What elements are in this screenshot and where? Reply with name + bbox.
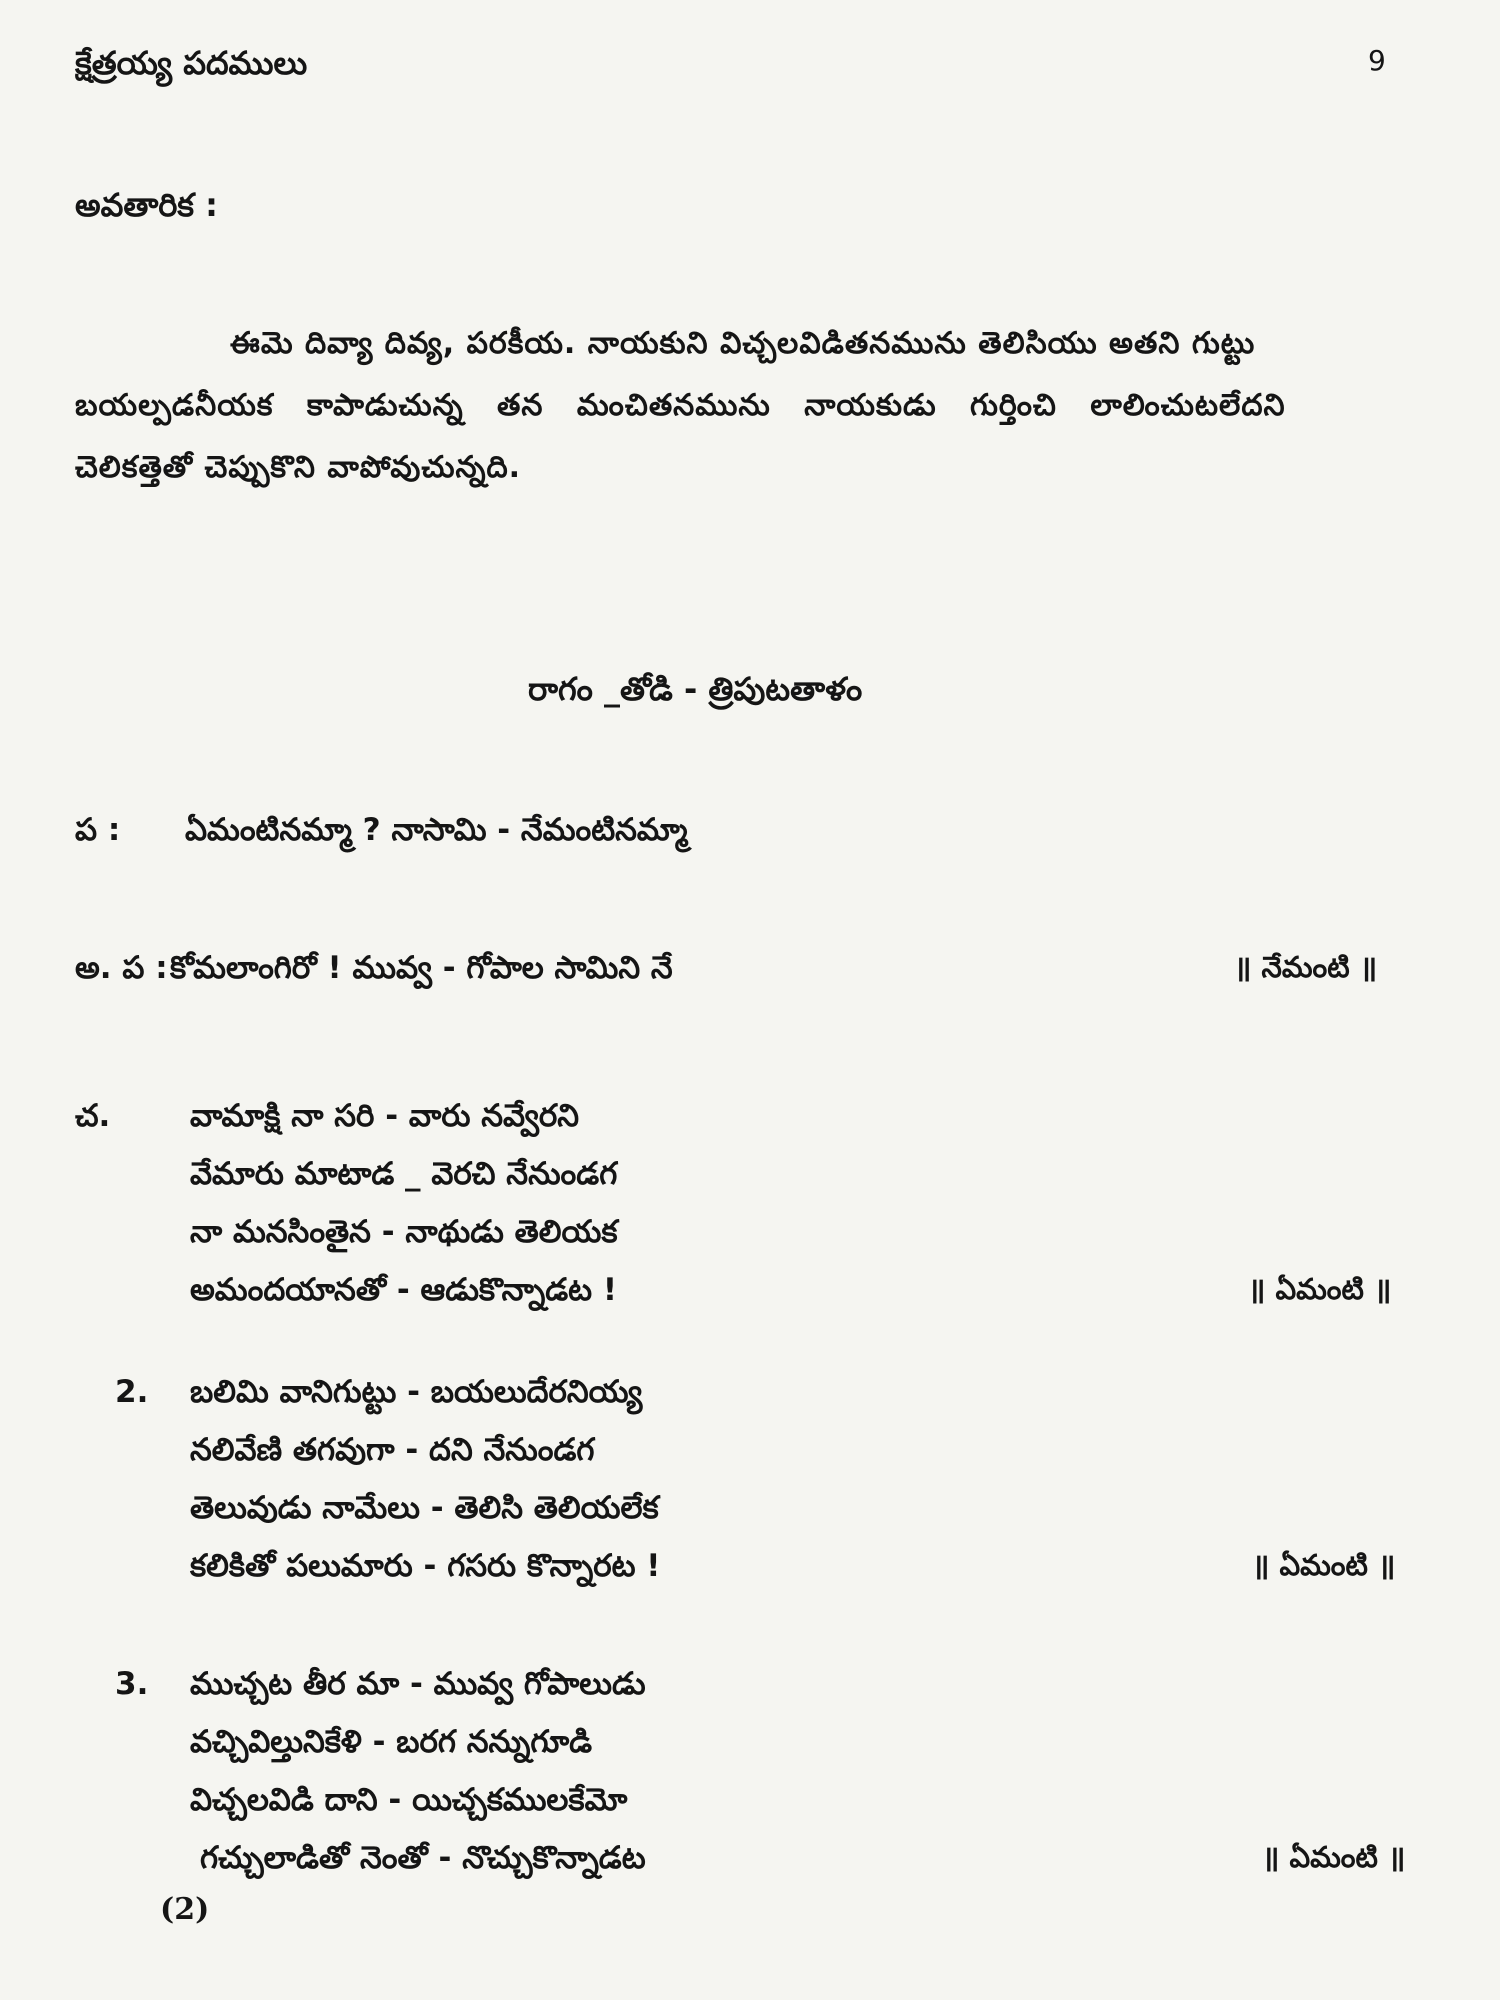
charanam-label: 3. — [115, 1666, 149, 1702]
pallavi-line: ఏమంటినమ్మా ? నాసామి - నేమంటినమ్మా — [185, 812, 688, 848]
pallavi-label: ప : — [75, 812, 121, 848]
refrain-marker: ॥ నేమంటి ॥ — [1234, 950, 1378, 984]
intro-paragraph-line: ఈమె దివ్యా దివ్య, పరకీయ. నాయకుని విచ్చలవిడితనమును తెలిసియు అతని గుట్టు — [230, 326, 1256, 361]
refrain-marker: ॥ ఏమంటి ॥ — [1252, 1548, 1396, 1582]
verse-line: విచ్చలవిడి దాని - యిచ్చకములకేమో — [190, 1782, 628, 1818]
anupallavi-line: కోమలాంగిరో ! మువ్వ - గోపాల సామిని నే — [170, 950, 673, 986]
charanam-label: 2. — [115, 1374, 149, 1410]
verse-line: వేమారు మాటాడ _ వెరచి నేనుండగ — [190, 1156, 618, 1192]
running-header-title: క్షేత్రయ్య పదములు — [75, 44, 308, 82]
anupallavi-label: అ. ప : — [75, 950, 168, 986]
verse-line: తెలువుడు నామేలు - తెలిసి తెలియలేక — [190, 1490, 659, 1526]
footer-page-mark: (2) — [160, 1892, 210, 1927]
introduction-heading: అవతారిక : — [75, 186, 218, 224]
charanam-label: చ. — [75, 1098, 111, 1134]
verse-line: బలిమి వానిగుట్టు - బయలుదేరనియ్య — [190, 1374, 643, 1410]
intro-paragraph-line: బయల్పడనీయక కాపాడుచున్న తన మంచితనమును నాయకుడు గుర్తించి లాలించుటలేదని — [75, 388, 1286, 423]
refrain-marker: ॥ ఏమంటి ॥ — [1262, 1840, 1406, 1874]
verse-line: వచ్చివిల్తునికేళి - బరగ నన్నుగూడి — [190, 1724, 593, 1760]
intro-paragraph-line: చెలికత్తెతో చెప్పుకొని వాపోవుచున్నది. — [75, 450, 522, 485]
page-number: 9 — [1368, 44, 1386, 77]
verse-line: కలికితో పలుమారు - గసరు కొన్నారట ! — [190, 1548, 661, 1584]
verse-line: నలివేణి తగవుగా - దని నేనుండగ — [190, 1432, 595, 1468]
refrain-marker: ॥ ఏమంటి ॥ — [1248, 1272, 1392, 1306]
verse-line: వామాక్షి నా సరి - వారు నవ్వేరని — [190, 1098, 580, 1134]
verse-line: అమందయానతో - ఆడుకొన్నాడట ! — [190, 1272, 618, 1308]
verse-line: ముచ్చట తీర మా - మువ్వ గోపాలుడు — [190, 1666, 646, 1702]
raga-tala-heading: రాగం _తోడి - త్రిపుటతాళం — [528, 670, 863, 708]
verse-line: నా మనసింతైన - నాథుడు తెలియక — [190, 1214, 618, 1250]
verse-line: గచ్చులాడితో నెంతో - నొచ్చుకొన్నాడట — [200, 1840, 646, 1876]
